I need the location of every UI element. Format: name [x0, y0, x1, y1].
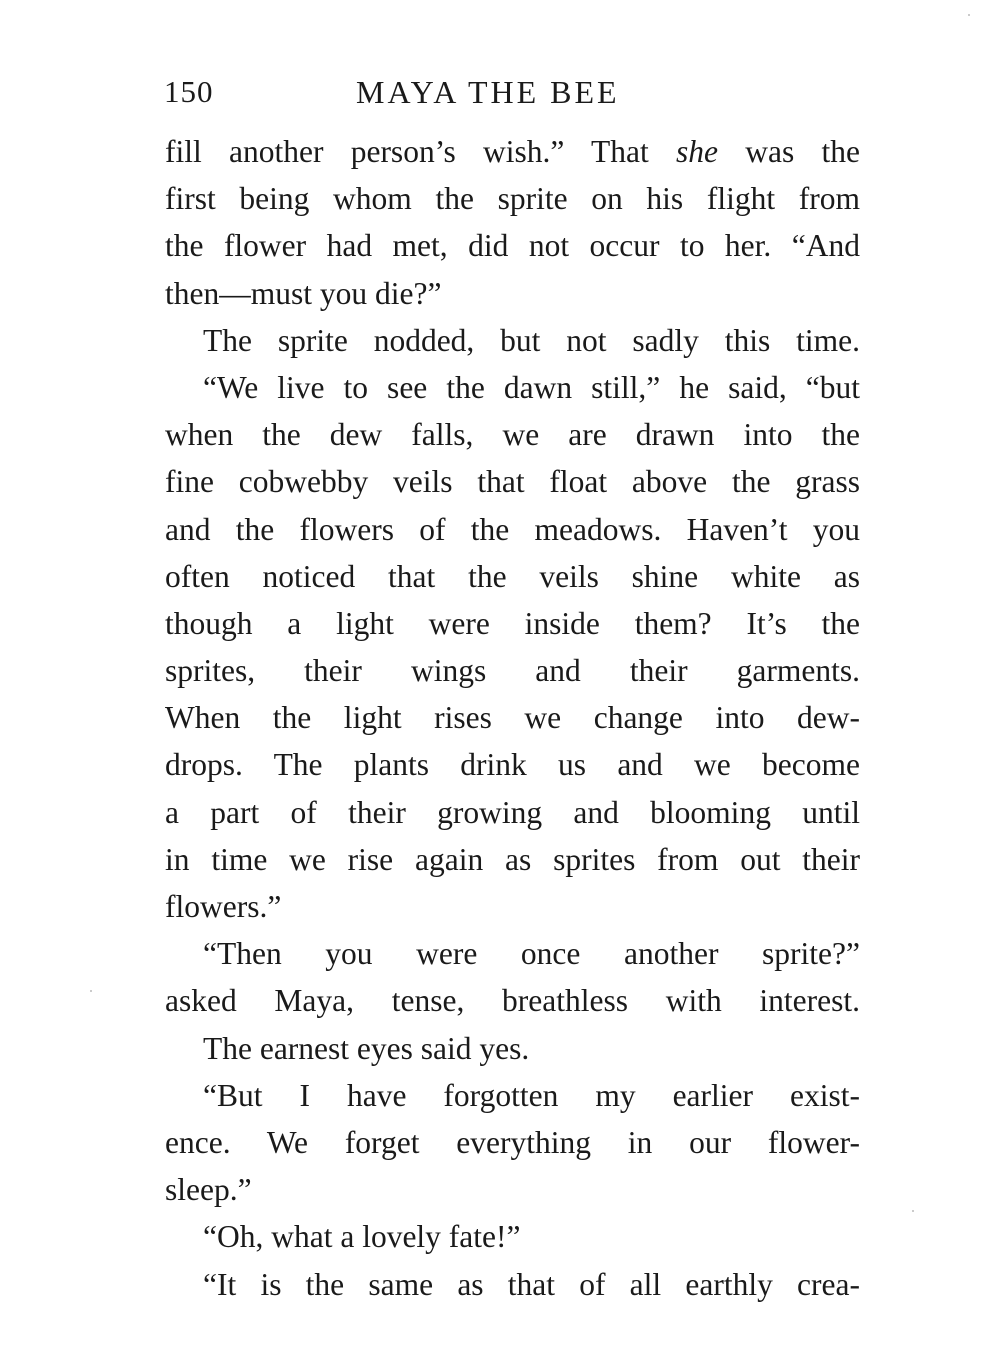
- text-line: sleep.”: [165, 1172, 252, 1208]
- text-line: When the light rises we change into dew-: [165, 700, 860, 736]
- text-line: a part of their growing and blooming until: [165, 794, 860, 830]
- text-line: in time we rise again as sprites from out their: [165, 841, 860, 877]
- text-line: asked Maya, tense, breathless with interest.: [165, 983, 860, 1019]
- body-text: [165, 128, 860, 1308]
- paragraph-start-line: The earnest eyes said yes.: [203, 1030, 530, 1066]
- paper-speck: [912, 1210, 914, 1212]
- paragraph-start-line: “We live to see the dawn still,” he said, “but: [203, 369, 860, 405]
- paragraph-start-line: “Oh, what a lovely fate!”: [203, 1219, 521, 1255]
- text-line: fine cobwebby veils that float above the grass: [165, 464, 860, 500]
- page-number: 150: [164, 74, 214, 109]
- text-line: though a light were inside them? It’s the: [165, 605, 860, 641]
- text-line: first being whom the sprite on his flight from: [165, 181, 860, 217]
- paragraph-start-line: The sprite nodded, but not sadly this time.: [203, 322, 860, 358]
- paragraph-start-line: “Then you were once another sprite?”: [203, 936, 860, 972]
- paper-speck: [968, 14, 970, 16]
- running-title: MAYA THE BEE: [356, 74, 620, 110]
- text-line: [165, 128, 860, 175]
- paragraph-start-line: “But I have forgotten my earlier exist-: [203, 1077, 860, 1113]
- text-line: and the flowers of the meadows. Haven’t you: [165, 511, 860, 547]
- paragraph-start-line: “It is the same as that of all earthly crea-: [203, 1266, 860, 1302]
- text-line: sprites, their wings and their garments.: [165, 653, 860, 689]
- page-header: [164, 74, 864, 118]
- text-line: ence. We forget everything in our flower-: [165, 1124, 860, 1160]
- emphasis-text: she: [676, 134, 718, 169]
- text-segment: fill another person’s wish.” That: [165, 134, 676, 169]
- text-line: then—must you die?”: [165, 275, 442, 311]
- text-segment: was the: [718, 134, 860, 169]
- text-line: when the dew falls, we are drawn into the: [165, 417, 860, 453]
- text-line: the flower had met, did not occur to her. “And: [165, 228, 860, 264]
- paper-speck: [90, 990, 92, 992]
- text-line: often noticed that the veils shine white as: [165, 558, 860, 594]
- text-line: drops. The plants drink us and we become: [165, 747, 860, 783]
- text-line: flowers.”: [165, 889, 282, 924]
